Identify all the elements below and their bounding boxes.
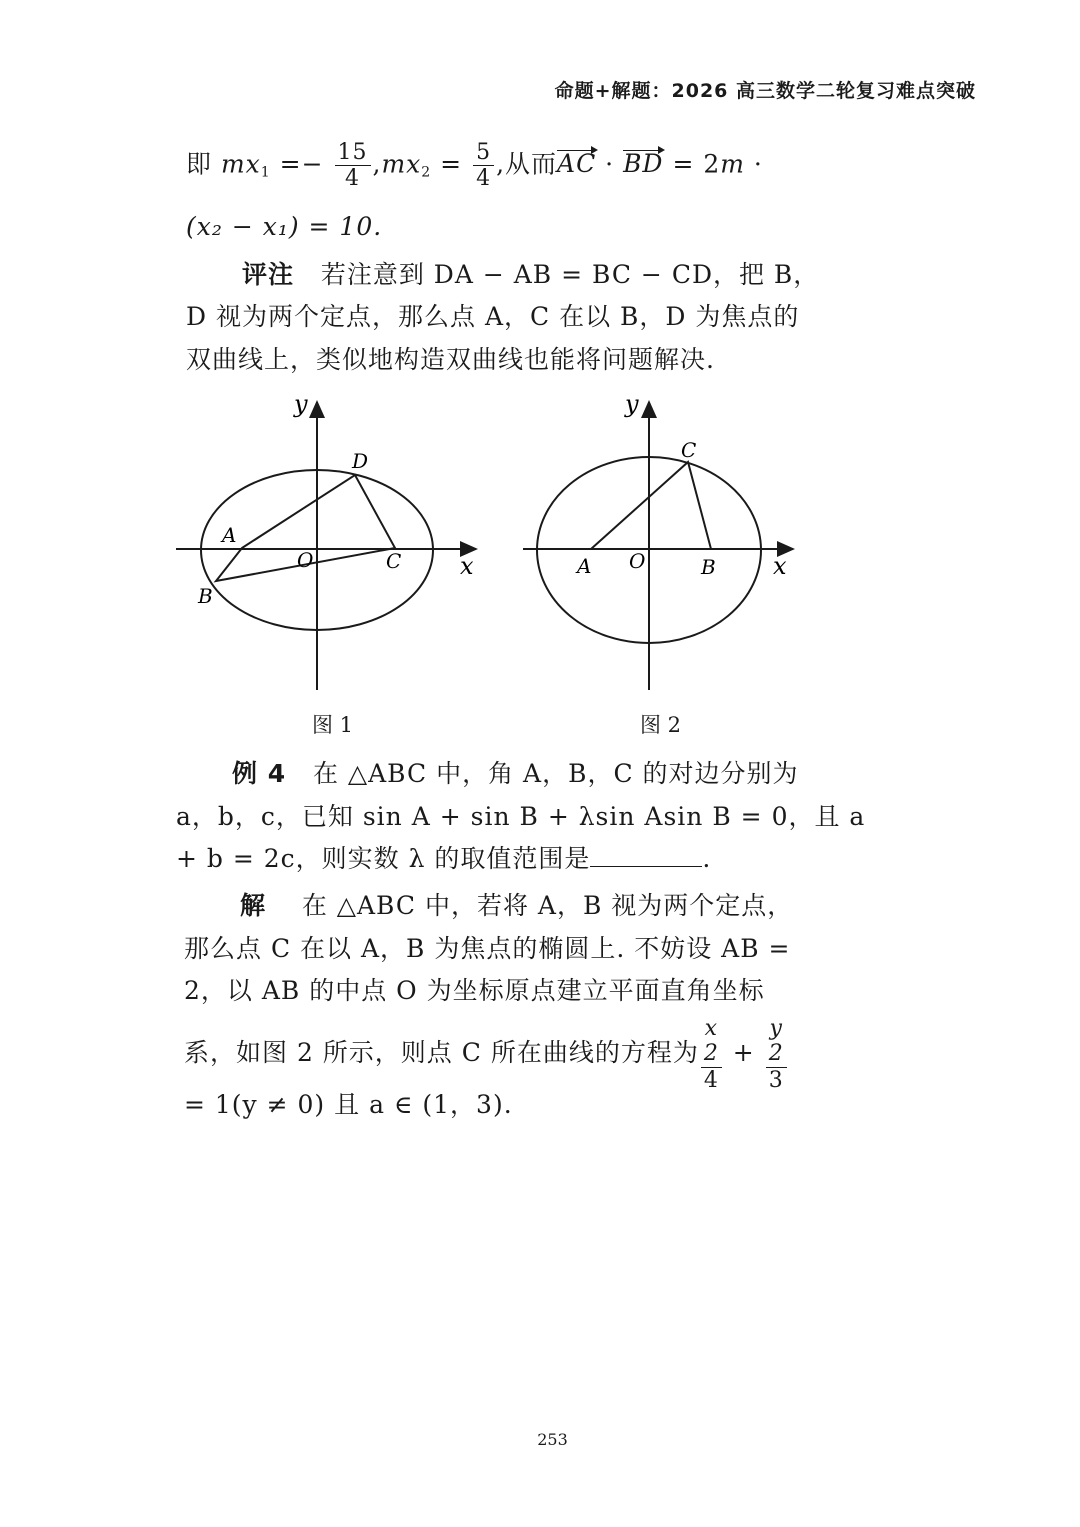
label-o: O	[629, 549, 646, 573]
text: 在 △ABC 中，角 A，B，C 的对边分别为	[312, 759, 799, 788]
subscript: 1	[260, 164, 271, 181]
text: 若注意到 DA − AB = BC − CD，把 B，	[320, 260, 820, 289]
label-x: x	[460, 552, 474, 580]
solution-line-4	[184, 1016, 789, 1093]
triangle	[591, 462, 711, 549]
period: .	[702, 844, 712, 873]
remark-label: 评注	[242, 260, 295, 289]
figure-2	[515, 390, 800, 695]
numerator: 15	[335, 140, 371, 166]
example-4-line-1	[232, 754, 799, 790]
math-mx: mx	[381, 149, 422, 179]
text: 系，如图 2 所示，则点 C 所在曲线的方程为	[184, 1037, 699, 1067]
text: + b = 2c，则实数 λ 的取值范围是	[176, 844, 591, 873]
denominator: 4	[703, 1067, 719, 1093]
dot-operator: ·	[605, 149, 615, 179]
numerator: 5	[473, 140, 494, 166]
label-a: A	[577, 554, 592, 578]
dot-operator: ·	[753, 149, 763, 179]
operator: =	[440, 149, 463, 179]
text: 即	[186, 149, 213, 179]
fraction-5-4	[473, 140, 494, 192]
running-header: 命题+解题：2026 高三数学二轮复习难点突破	[554, 80, 976, 102]
denominator: 3	[768, 1067, 784, 1093]
var-x: x	[704, 1016, 719, 1041]
superscript: 2	[703, 1041, 719, 1067]
solution-line-5: = 1(y ≠ 0) 且 a ∈ (1，3).	[184, 1090, 513, 1119]
solution-label: 解	[240, 891, 267, 920]
label-a: A	[222, 523, 237, 547]
figure-1-caption: 图 1	[312, 713, 354, 737]
figure-2-caption: 图 2	[640, 713, 682, 737]
math-mx: mx	[220, 149, 261, 179]
solution-line-1	[240, 886, 793, 922]
remark-line-3: 双曲线上，类似地构造双曲线也能将问题解决.	[186, 345, 715, 374]
vector-bd: BD	[623, 149, 664, 179]
denominator: 4	[345, 166, 361, 192]
remark-line-1	[242, 255, 819, 291]
label-d: D	[352, 449, 369, 473]
answer-blank	[590, 844, 702, 867]
label-b: B	[198, 584, 213, 608]
label-x: x	[773, 552, 787, 580]
fraction-15-4	[335, 140, 371, 192]
operator: +	[732, 1037, 755, 1067]
fraction-y2-3	[766, 1016, 787, 1093]
fraction-x2-4	[701, 1016, 722, 1093]
label-c: C	[681, 438, 697, 462]
example-4-line-2: a，b，c，已知 sin A + sin B + λsin Asin B = 0，且 a	[176, 802, 866, 831]
label-c: C	[386, 549, 402, 573]
numerator	[701, 1016, 722, 1068]
label-b: B	[701, 555, 716, 579]
operator: = 2	[672, 149, 721, 179]
math-m: m	[720, 149, 745, 179]
vector-ac: AC	[557, 149, 597, 179]
var-y: y	[769, 1016, 783, 1041]
example-label: 例 4	[232, 759, 287, 788]
prev-solution-line-2: (x₂ − x₁) = 10.	[186, 212, 383, 241]
solution-line-2: 那么点 C 在以 A，B 为焦点的椭圆上. 不妨设 AB =	[184, 934, 791, 963]
superscript: 2	[768, 1041, 784, 1067]
label-o: O	[297, 548, 314, 572]
comma: ,	[372, 149, 382, 179]
page-number: 253	[537, 1430, 568, 1449]
label-y: y	[625, 390, 639, 418]
denominator: 4	[476, 166, 492, 192]
text: 在 △ABC 中，若将 A，B 视为两个定点，	[301, 891, 794, 920]
solution-line-3: 2，以 AB 的中点 O 为坐标原点建立平面直角坐标	[184, 976, 765, 1005]
remark-line-2: D 视为两个定点，那么点 A，C 在以 B，D 为焦点的	[186, 302, 800, 331]
label-y: y	[294, 390, 308, 418]
example-4-line-3	[176, 839, 711, 875]
text: ,从而	[496, 149, 558, 179]
subscript: 2	[421, 164, 432, 181]
prev-solution-line-1	[186, 140, 763, 192]
figure-1	[170, 390, 490, 695]
operator: =−	[279, 149, 324, 179]
numerator	[766, 1016, 787, 1068]
